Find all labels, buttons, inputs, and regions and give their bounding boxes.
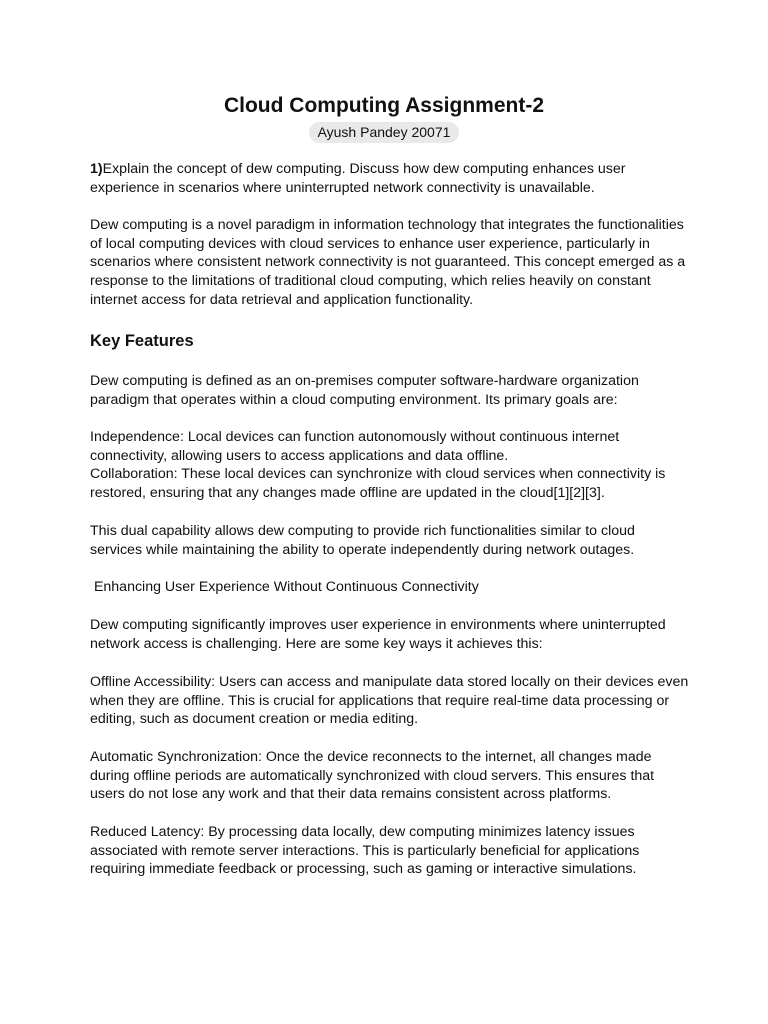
question-number: 1): [90, 161, 103, 177]
question-text: Explain the concept of dew computing. Discuss how dew computing enhances user experience in scenarios where uninterrupted network connectivity is unavailable.: [90, 161, 626, 196]
author-line: [0, 122, 768, 143]
document-title: Cloud Computing Assignment-2: [223, 94, 545, 117]
author-chip[interactable]: Ayush Pandey 20071: [309, 122, 460, 143]
goals-block: [90, 428, 690, 503]
enhancing-intro-block: [90, 616, 690, 653]
offline-accessibility-paragraph: Offline Accessibility: Users can access and manipulate data stored locally on their devices even when they are offline. This is crucial for applications that require real-time data processing or editing, such as document creation or media editing.: [90, 674, 689, 728]
key-features-heading: Key Features: [90, 332, 194, 350]
automatic-sync-paragraph: Automatic Synchronization: Once the device reconnects to the internet, all changes made during offline periods are automatically synchronized with cloud servers. This ensures that users do not lose any work and that their data remains consistent across platforms.: [90, 749, 655, 803]
definition-paragraph: Dew computing is defined as an on-premises computer software-hardware organization paradigm that operates within a cloud computing environment. Its primary goals are:: [90, 373, 639, 408]
definition-block: [90, 372, 690, 409]
reduced-latency-block: [90, 823, 690, 879]
enhancing-subheading: Enhancing User Experience Without Continuous Connectivity: [90, 579, 479, 595]
offline-accessibility-block: [90, 673, 690, 729]
intro-paragraph: Dew computing is a novel paradigm in information technology that integrates the functionalities of local computing devices with cloud services to enhance user experience, particularly in scenarios where consistent network connectivity is not guaranteed. This concept emerged as a response to the limitations of traditional cloud computing, which relies heavily on constant internet access for data retrieval and application functionality.: [90, 217, 686, 308]
automatic-sync-block: [90, 748, 690, 804]
reduced-latency-paragraph: Reduced Latency: By processing data locally, dew computing minimizes latency issues associated with remote server interactions. This is particularly beneficial for applications requiring immediate feedback or processing, such as gaming or interactive simulations.: [90, 824, 640, 878]
intro-block: [90, 216, 690, 310]
dual-capability-block: [90, 522, 690, 559]
enhancing-intro-paragraph: Dew computing significantly improves user experience in environments where uninterrupted network access is challenging. Here are some key ways it achieves this:: [90, 617, 666, 652]
collaboration-paragraph: Collaboration: These local devices can synchronize with cloud services when connectivity is restored, ensuring that any changes made offline are updated in the cloud[1][2][3].: [90, 466, 666, 502]
question-block: [90, 160, 690, 197]
question-paragraph: [90, 160, 690, 197]
dual-capability-paragraph: This dual capability allows dew computing to provide rich functionalities similar to cloud services while maintaining the ability to operate independently during network outages.: [90, 523, 635, 558]
independence-paragraph: Independence: Local devices can function autonomously without continuous internet connectivity, allowing users to access applications and data offline.: [90, 429, 620, 464]
